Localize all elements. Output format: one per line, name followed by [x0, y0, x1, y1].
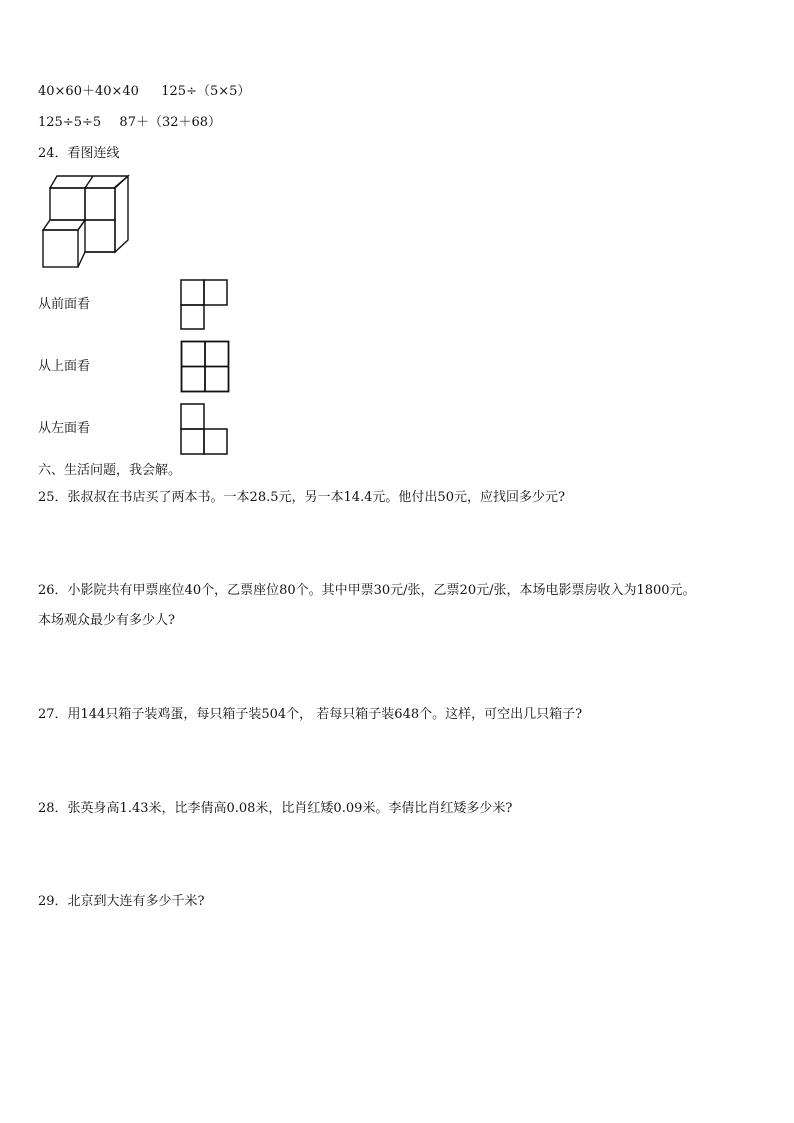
- question-27: 27．用144只箱子装鸡蛋，每只箱子装504个， 若每只箱子装648个。这样，可空出几只箱子?: [38, 707, 583, 722]
- expression-2: 125÷（5×5）: [161, 84, 251, 99]
- question-25: 25．张叔叔在书店买了两本书。一本28.5元，另一本14.4元。他付出50元，应找回多少元?: [38, 490, 565, 505]
- cube-stack-figure: [38, 170, 133, 270]
- question-29: 29．北京到大连有多少千米?: [38, 894, 205, 909]
- q24-title: 24．看图连线: [38, 146, 120, 161]
- expression-3: 125÷5÷5: [38, 115, 102, 130]
- front-view-diagram[interactable]: [180, 279, 230, 331]
- view-label-left: 从左面看: [38, 421, 91, 436]
- question-28: 28．张英身高1.43米，比李倩高0.08米，比肖红矮0.09米。李倩比肖红矮多少米?: [38, 801, 513, 816]
- expression-row-2: [38, 115, 221, 131]
- expression-1: 40×60＋40×40: [38, 84, 139, 99]
- view-label-top: 从上面看: [38, 359, 91, 374]
- section-6-heading: 六、生活问题，我会解。: [38, 463, 182, 478]
- question-26-line-1: 26．小影院共有甲票座位40个，乙票座位80个。其中甲票30元/张，乙票20元/张，本场电影票房收入为1800元。: [38, 583, 696, 598]
- question-26-line-2: 本场观众最少有多少人?: [38, 613, 175, 628]
- top-view-diagram[interactable]: [180, 340, 232, 394]
- view-label-front: 从前面看: [38, 297, 91, 312]
- left-view-diagram[interactable]: [180, 403, 230, 457]
- expression-4: 87＋（32＋68）: [119, 115, 222, 130]
- expression-row-1: [38, 84, 250, 100]
